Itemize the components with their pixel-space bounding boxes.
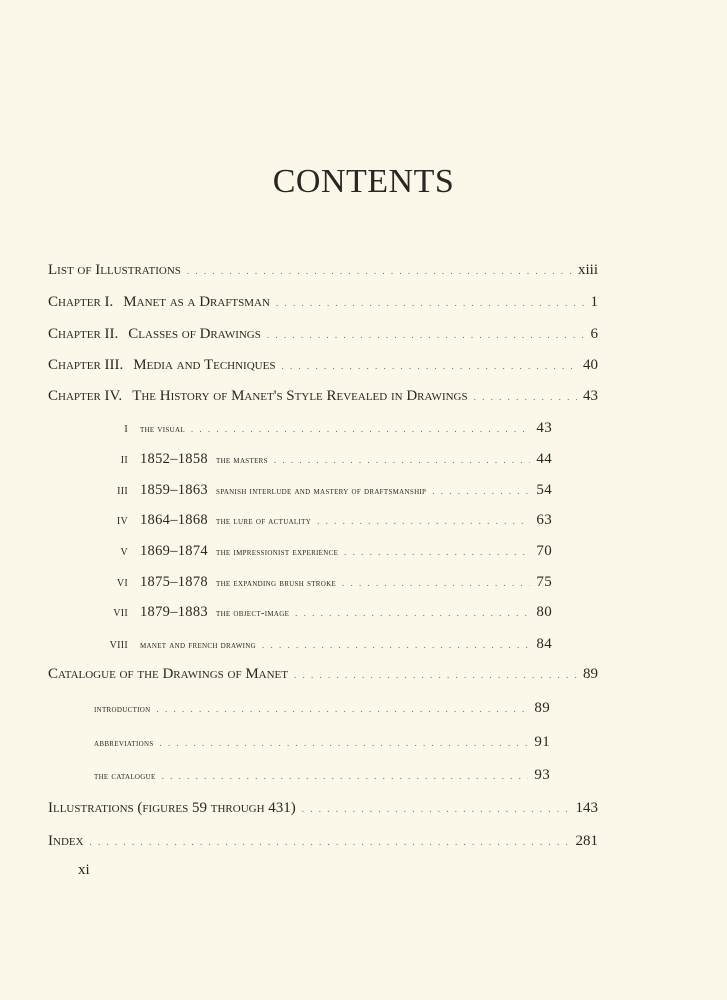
dot-leader (262, 640, 530, 650)
toc-entry-label: The History of Manet's Style Revealed in Drawings (132, 388, 468, 404)
dot-leader (267, 330, 585, 340)
dot-leader (342, 578, 530, 588)
toc-section-label: the expanding brush stroke (216, 578, 337, 589)
toc-page-number: 93 (534, 767, 550, 783)
toc-section-6[interactable] (100, 574, 552, 591)
toc-section-label: the lure of actuality (216, 516, 312, 527)
chapter-number: Chapter II. (48, 326, 119, 342)
dot-leader (474, 392, 577, 402)
toc-entry-list-of-illustrations[interactable] (48, 262, 598, 279)
toc-entry-label: Classes of Drawings (128, 326, 261, 342)
dot-leader (317, 516, 530, 526)
toc-page-number: 54 (536, 482, 552, 498)
toc-entry-label: Media and Techniques (133, 357, 276, 373)
dot-leader (432, 486, 530, 496)
section-numeral: I (124, 424, 128, 435)
toc-entry-label: List of Illustrations (48, 262, 181, 278)
toc-entry-index[interactable] (48, 833, 598, 850)
toc-page-number: 43 (536, 420, 552, 436)
toc-page-number: 75 (536, 574, 552, 590)
dot-leader (344, 547, 530, 557)
dot-leader (156, 704, 528, 714)
dot-leader (302, 804, 570, 814)
toc-page-number: 6 (590, 326, 598, 342)
toc-section-4[interactable] (100, 512, 552, 529)
dot-leader (187, 266, 572, 276)
toc-entry-label: Manet as a Draftsman (123, 294, 270, 310)
section-numeral: VIII (109, 640, 128, 651)
chapter-number: Chapter IV. (48, 388, 123, 404)
toc-catalogue-item-introduction[interactable] (94, 700, 550, 717)
dot-leader (274, 455, 531, 465)
toc-entry-catalogue[interactable] (48, 666, 598, 683)
toc-section-7[interactable] (100, 604, 552, 621)
toc-section-1[interactable] (100, 420, 552, 437)
toc-page-number: 84 (536, 636, 552, 652)
dot-leader (276, 298, 585, 308)
toc-entry-label: Index (48, 833, 84, 849)
toc-page-number: 80 (536, 604, 552, 620)
chapter-number: Chapter I. (48, 294, 114, 310)
section-years: 1859–1863 (140, 482, 208, 498)
dot-leader (294, 670, 577, 680)
toc-page-number: 40 (583, 357, 598, 373)
toc-page-number: 91 (534, 734, 550, 750)
toc-section-8[interactable] (100, 636, 552, 653)
toc-page-number: 89 (534, 700, 550, 716)
toc-entry-illustrations[interactable] (48, 800, 598, 817)
section-years: 1879–1883 (140, 604, 208, 620)
section-numeral: III (117, 486, 128, 497)
section-numeral: II (120, 455, 128, 466)
toc-section-label: the object-image (216, 608, 290, 619)
toc-page-number: 63 (536, 512, 552, 528)
toc-page-number: 143 (575, 800, 598, 816)
section-years: 1869–1874 (140, 543, 208, 559)
dot-leader (191, 424, 530, 434)
toc-section-label: the masters (216, 455, 268, 466)
toc-entry-chapter-1[interactable] (48, 294, 598, 311)
toc-section-5[interactable] (100, 543, 552, 560)
toc-page-number: 44 (536, 451, 552, 467)
toc-section-label: introduction (94, 704, 151, 715)
toc-entry-chapter-2[interactable] (48, 326, 598, 343)
toc-page-number: 1 (590, 294, 598, 310)
section-numeral: VI (116, 578, 128, 589)
dot-leader (281, 361, 577, 371)
toc-page-number: 281 (575, 833, 598, 849)
toc-entry-label: Illustrations (figures 59 through 431) (48, 800, 296, 816)
toc-page-number: 43 (583, 388, 598, 404)
toc-entry-label: Catalogue of the Drawings of Manet (48, 666, 288, 682)
section-numeral: VII (113, 608, 128, 619)
toc-section-label: abbreviations (94, 738, 154, 749)
toc-entry-chapter-3[interactable] (48, 357, 598, 374)
dot-leader (162, 771, 529, 781)
dot-leader (160, 738, 529, 748)
section-years: 1852–1858 (140, 451, 208, 467)
section-years: 1875–1878 (140, 574, 208, 590)
page-folio: xi (78, 862, 90, 878)
toc-section-3[interactable] (100, 482, 552, 499)
section-numeral: V (120, 547, 128, 558)
toc-entry-chapter-4[interactable] (48, 388, 598, 405)
chapter-number: Chapter III. (48, 357, 124, 373)
toc-section-label: the visual (140, 424, 185, 435)
toc-section-label: the impressionist experience (216, 547, 339, 558)
toc-section-label: the catalogue (94, 771, 156, 782)
dot-leader (295, 608, 530, 618)
toc-page-number: 89 (583, 666, 598, 682)
section-years: 1864–1868 (140, 512, 208, 528)
toc-page-number: 70 (536, 543, 552, 559)
toc-catalogue-item-the-catalogue[interactable] (94, 767, 550, 784)
page-title: CONTENTS (272, 163, 455, 200)
toc-catalogue-item-abbreviations[interactable] (94, 734, 550, 751)
toc-section-label: spanish interlude and mastery of draftsmanship (216, 486, 427, 497)
toc-section-label: manet and french drawing (140, 640, 257, 651)
section-numeral: IV (116, 516, 128, 527)
dot-leader (90, 837, 570, 847)
toc-section-2[interactable] (100, 451, 552, 468)
toc-page-number: xiii (577, 262, 598, 278)
